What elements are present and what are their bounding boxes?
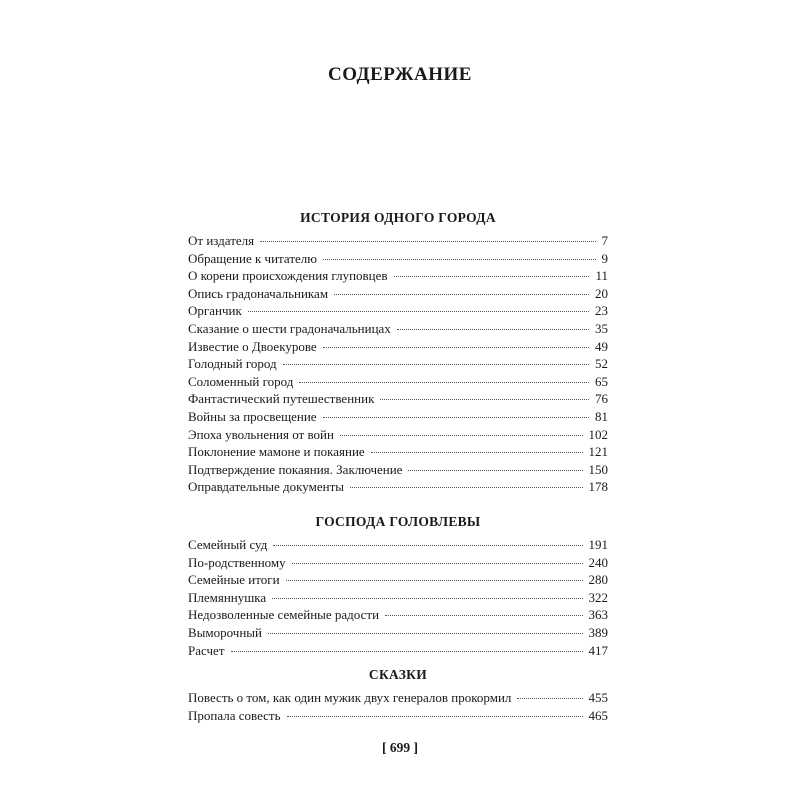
toc-entry xyxy=(188,443,608,461)
entry-page-number: 65 xyxy=(595,373,608,389)
entry-page-number: 240 xyxy=(588,554,608,570)
toc-entry xyxy=(188,589,608,607)
toc-entry xyxy=(188,232,608,250)
entry-title: Недозволенные семейные радости xyxy=(188,607,380,623)
toc-entry xyxy=(188,606,608,624)
entry-page-number: 11 xyxy=(595,268,608,284)
entry-title: По-родственному xyxy=(188,554,286,570)
dot-leader xyxy=(231,651,583,652)
dot-leader xyxy=(371,452,583,453)
toc-entry xyxy=(188,302,608,320)
entry-title: Органчик xyxy=(188,303,242,319)
toc-entry xyxy=(188,426,608,444)
dot-leader xyxy=(287,716,583,717)
entry-page-number: 9 xyxy=(601,250,608,266)
dot-leader xyxy=(408,470,582,471)
entry-page-number: 49 xyxy=(595,338,608,354)
dot-leader xyxy=(292,563,583,564)
entry-page-number: 23 xyxy=(595,303,608,319)
entry-page-number: 280 xyxy=(588,572,608,588)
entry-title: Сказание о шести градоначальницах xyxy=(188,320,391,336)
dot-leader xyxy=(260,241,595,242)
page-number: [ 699 ] xyxy=(382,740,418,755)
entry-page-number: 417 xyxy=(588,642,608,658)
toc-entries xyxy=(188,536,608,659)
toc-entries xyxy=(188,689,608,724)
dot-leader xyxy=(283,364,589,365)
dot-leader xyxy=(323,259,596,260)
entry-title: Эпоха увольнения от войн xyxy=(188,426,334,442)
dot-leader xyxy=(397,329,589,330)
dot-leader xyxy=(350,487,583,488)
entry-title: Обращение к читателю xyxy=(188,250,317,266)
entry-page-number: 121 xyxy=(588,444,608,460)
toc-entry xyxy=(188,536,608,554)
dot-leader xyxy=(517,698,582,699)
entry-page-number: 76 xyxy=(595,391,608,407)
entry-page-number: 363 xyxy=(588,607,608,623)
entry-page-number: 389 xyxy=(588,624,608,640)
dot-leader xyxy=(340,435,583,436)
toc-entry xyxy=(188,642,608,660)
entry-page-number: 322 xyxy=(588,589,608,605)
dot-leader xyxy=(334,294,589,295)
entry-page-number: 455 xyxy=(588,690,608,705)
entry-title: Голодный город xyxy=(188,356,277,372)
entry-page-number: 191 xyxy=(588,537,608,552)
toc-section-2 xyxy=(188,512,608,659)
entry-title: Семейный суд xyxy=(188,537,268,552)
entry-page-number: 178 xyxy=(588,479,608,495)
dot-leader xyxy=(272,598,582,599)
toc-entry xyxy=(188,285,608,303)
entry-title: Выморочный xyxy=(188,624,262,640)
entry-title: Фантастический путешественник xyxy=(188,391,375,407)
entry-page-number: 7 xyxy=(601,233,608,248)
toc-entry xyxy=(188,461,608,479)
toc-entry xyxy=(188,320,608,338)
dot-leader xyxy=(273,545,582,546)
dot-leader xyxy=(394,276,590,277)
toc-entries xyxy=(188,232,608,496)
toc-entry xyxy=(188,250,608,268)
entry-page-number: 102 xyxy=(588,426,608,442)
dot-leader xyxy=(299,382,589,383)
entry-page-number: 465 xyxy=(588,707,608,723)
entry-title: Пропала совесть xyxy=(188,707,281,723)
toc-entry xyxy=(188,338,608,356)
entry-title: Известие о Двоекурове xyxy=(188,338,317,354)
entry-title: Повесть о том, как один мужик двух генералов прокормил xyxy=(188,690,512,705)
toc-entry xyxy=(188,554,608,572)
toc-entry xyxy=(188,355,608,373)
entry-title: Подтверждение покаяния. Заключение xyxy=(188,461,403,477)
toc-entry xyxy=(188,571,608,589)
entry-title: О корени происхождения глуповцев xyxy=(188,268,388,284)
toc-entry xyxy=(188,408,608,426)
toc-entry xyxy=(188,707,608,725)
entry-title: Оправдательные документы xyxy=(188,479,344,495)
section-heading: СКАЗКИ xyxy=(368,667,428,682)
entry-title: Расчет xyxy=(188,642,225,658)
entry-page-number: 35 xyxy=(595,320,608,336)
section-heading: ИСТОРИЯ ОДНОГО ГОРОДА xyxy=(300,210,496,225)
toc-section-3 xyxy=(188,665,608,724)
entry-page-number: 52 xyxy=(595,356,608,372)
dot-leader xyxy=(268,633,583,634)
dot-leader xyxy=(248,311,589,312)
entry-title: Семейные итоги xyxy=(188,572,280,588)
dot-leader xyxy=(323,347,589,348)
dot-leader xyxy=(323,417,589,418)
entry-page-number: 20 xyxy=(595,285,608,301)
section-heading: ГОСПОДА ГОЛОВЛЕВЫ xyxy=(315,514,481,529)
dot-leader xyxy=(286,580,583,581)
entry-title: Племяннушка xyxy=(188,589,267,605)
entry-page-number: 150 xyxy=(588,461,608,477)
dot-leader xyxy=(380,399,589,400)
toc-entry xyxy=(188,689,608,707)
entry-page-number: 81 xyxy=(595,408,608,424)
toc-entry xyxy=(188,390,608,408)
toc-entry xyxy=(188,373,608,391)
toc-entry xyxy=(188,624,608,642)
entry-title: Поклонение мамоне и покаяние xyxy=(188,444,365,460)
entry-title: Войны за просвещение xyxy=(188,408,317,424)
dot-leader xyxy=(385,615,582,616)
entry-title: От издателя xyxy=(188,233,255,248)
toc-entry xyxy=(188,267,608,285)
page-title: СОДЕРЖАНИЕ xyxy=(328,64,472,85)
entry-title: Соломенный город xyxy=(188,373,294,389)
entry-title: Опись градоначальникам xyxy=(188,285,329,301)
toc-entry xyxy=(188,478,608,496)
toc-section-1 xyxy=(188,208,608,496)
